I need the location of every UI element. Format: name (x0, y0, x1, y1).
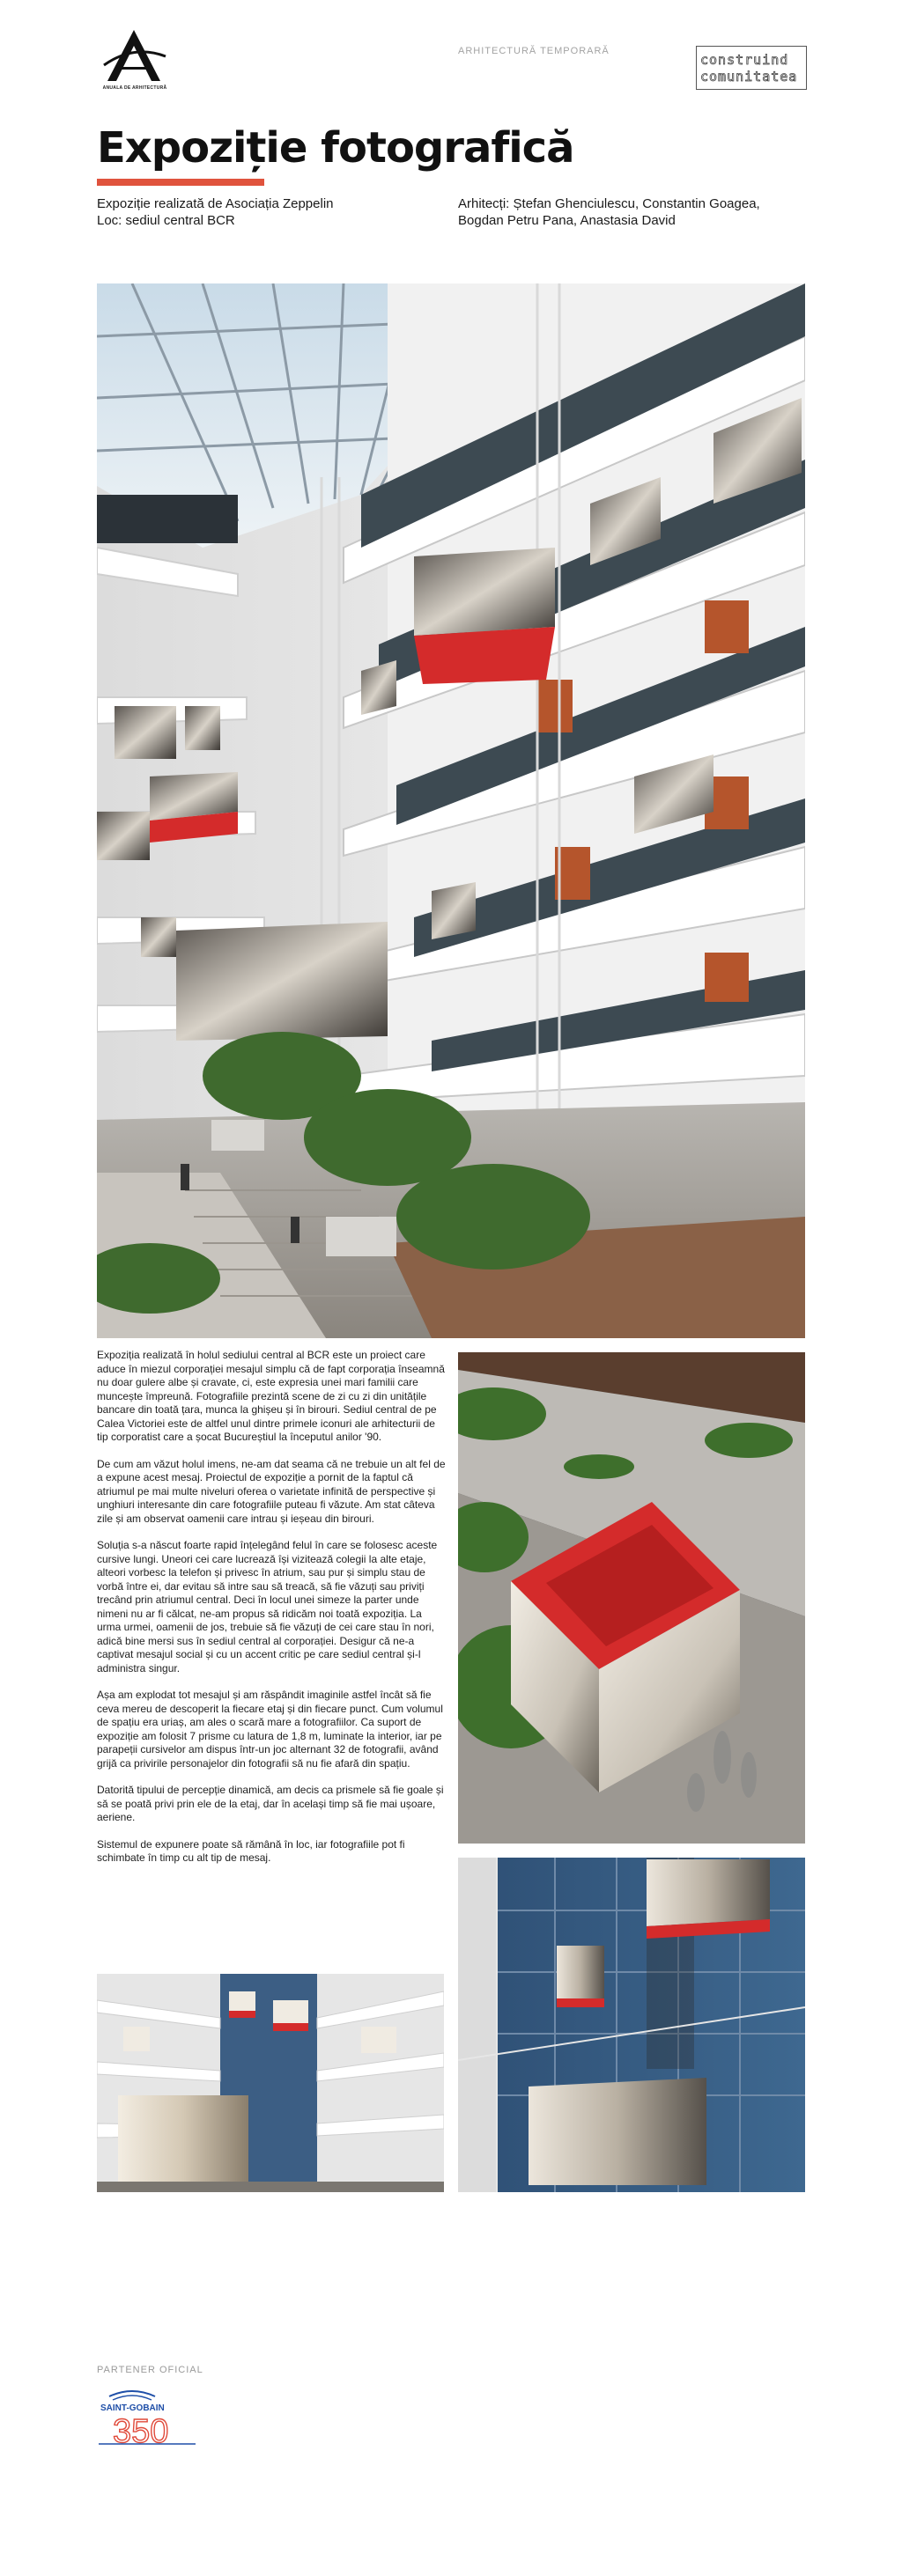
architects-line-2: Bogdan Petru Pana, Anastasia David (458, 213, 676, 228)
prism-top-illustration (458, 1352, 805, 1844)
title-underline (97, 179, 264, 186)
saint-gobain-350-logo[interactable] (99, 2388, 201, 2449)
body-paragraph-5: Datorită tipului de percepție dinamică, am decis ca prismele să fie goale și să se poată privi prin ele de la etaj, dar în același timp să fie mai ușoare, aeriene. (97, 1784, 444, 1823)
page-title: Expoziție fotografică (97, 123, 574, 173)
location-line: Loc: sediul central BCR (97, 213, 235, 228)
body-paragraph-4: Așa am explodat tot mesajul și am răspândit imaginile astfel încât să fie ceva mereu de descoperit la fiecare etaj și din fiecare punct. Cum volumul de spațiu era uriaș, am ales o scară mare a fotografiilor. Ca suport de expoziție am folosit 7 prisme cu latura de 1,8 m, luminate la interior, iar pe parapeții cursivelor am dispus într-un joc alternant 32 de fotografii, având grijă ca privirile personajelor din fotografii să nu fie afară din spațiu. (97, 1689, 443, 1770)
body-paragraph-1: Expoziția realizată în holul sediului central al BCR este un proiect care aduce în miezul corporației mesajul simplu că de fapt corporația înseamnă nu doar gulere albe și cravate, ci, este expresia unei mari familii care muncește împreună. Fotografiile prezintă scene de zi cu zi din unitățile bancare din toată țara, munca la ghișeu și în birouri. Sediul central de pe Calea Victoriei este de altfel unul dintre primele iconuri ale arhitecturii de tip corporatist care a șocat Bucureștiul la începutul anilor '90. (97, 1349, 445, 1443)
article-body (97, 1349, 446, 1879)
badge-line-1: construind (700, 52, 789, 68)
atrium-illustration (97, 283, 805, 1338)
organizer-line: Expoziție realizată de Asociația Zeppelin (97, 196, 334, 211)
saint-gobain-logo-icon (99, 2388, 201, 2449)
photo-prism-top-view[interactable] (458, 1352, 805, 1844)
logo-caption: ANUALA DE ARHITECTURĂ (102, 85, 167, 91)
body-paragraph-6: Sistemul de expunere poate să rămână în loc, iar fotografiile pot fi schimbate în timp cu alt tip de mesaj. (97, 1837, 405, 1864)
badge-line-2: comunitatea (700, 69, 798, 85)
project-info (97, 195, 334, 229)
facade-illustration (458, 1858, 805, 2192)
photo-facade-prisms[interactable] (458, 1858, 805, 2192)
body-paragraph-3: Soluția s-a născut foarte rapid înțelegând felul în care se folosesc aceste cursive lungi. Uneori cei care lucrează își vizitează colegii la alte etaje, alteori vorbesc la telefon și privesc în atrium, sau pur și simplu stau de vorbă între ei, dar evitau să intre sau să treacă, să fie văzuți sau priviți trecând prin atriumul central. Deci în locul unei simeze la parter unde nimeni nu ar fi călcat, ne-am propus să ridicăm noi toată expoziția. La urma urmei, oamenii de jos, trebuie să fie văzuți de cei care stau în nori, adică bine mersi sus în sediul central al corporației. Desigur că ne-a captivat mesajul social și cu un accent critic pe care sediul central și-l administra singur. (97, 1539, 438, 1674)
body-paragraph-2: De cum am văzut holul imens, ne-am dat seama că ne trebuie un alt fel de a expune acest mesaj. Proiectul de expoziție a pornit de la faptul că atriumul pe mai multe niveluri oferea o varietate infinită de perspective și unghiuri interesante din care fotografiile puteau fi văzute. Am stat câteva zile și am observat oamenii care intrau și ieșeau din birouri. (97, 1457, 446, 1525)
prism-red-upper (414, 548, 555, 684)
construind-comunitatea-badge[interactable] (696, 46, 807, 90)
partner-brand: SAINT-GOBAIN (100, 2403, 165, 2413)
architects-info (458, 195, 760, 229)
anuala-a-icon (99, 26, 169, 85)
atrium-wide-illustration (97, 1974, 444, 2192)
anuala-logo[interactable] (99, 26, 169, 93)
section-tag[interactable]: ARHITECTURĂ TEMPORARĂ (458, 46, 610, 56)
architects-line-1: Arhitecți: Ștefan Ghenciulescu, Constantin Goagea, (458, 196, 760, 211)
partner-number: 350 (113, 2413, 169, 2449)
photo-atrium-wide[interactable] (97, 1974, 444, 2192)
photo-atrium-main[interactable] (97, 283, 805, 1338)
partner-label: PARTENER OFICIAL (97, 2365, 203, 2375)
